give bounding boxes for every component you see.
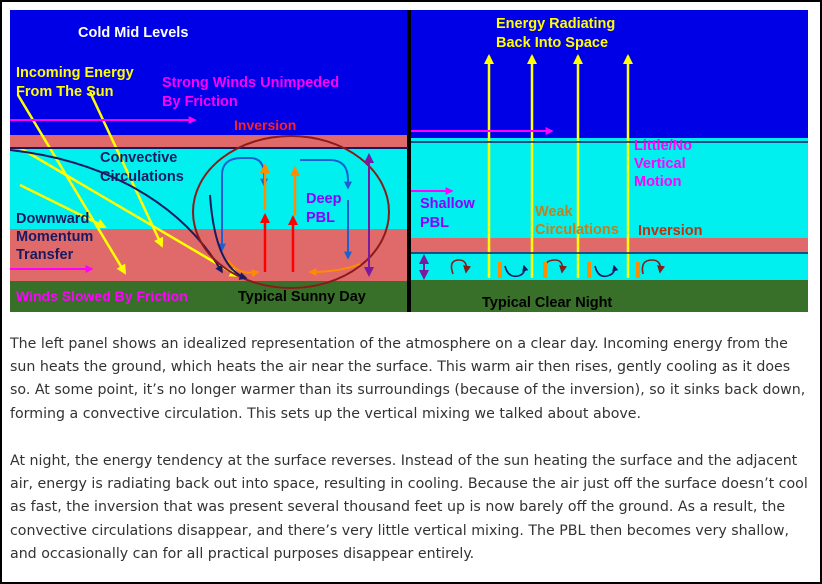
label-typical-sunny-day: Typical Sunny Day xyxy=(238,289,366,305)
label-inversion-right: Inversion xyxy=(638,223,703,239)
left-inversion-band xyxy=(10,135,408,147)
label-convective-1: Convective xyxy=(100,150,178,166)
surface-marker xyxy=(636,262,640,278)
label-incoming-energy-1: Incoming Energy xyxy=(16,65,134,81)
label-shallow-pbl-1: Shallow xyxy=(420,196,475,212)
atmosphere-diagram xyxy=(10,10,808,312)
label-little-no-1: Little/No xyxy=(634,138,692,154)
paragraph-text: At night, the energy tendency at the surface reverses. Instead of the sun heating the surface and the adjacent air, energy is radiating back out into space, resulting in cooling. Because the air just off the surface doesn’t cool as fast, the inversion that was present several thousand feet up is now barely off the ground. As a result, the convective circulations disappear, and there’s very little vertical mixing. The PBL then becomes very shallow, and occasionally can for all practical purposes disappear entirely. xyxy=(10,453,808,562)
label-downward-3: Transfer xyxy=(16,247,74,263)
label-deep-pbl-2: PBL xyxy=(306,210,335,226)
panel-divider xyxy=(407,10,411,312)
label-little-no-3: Motion xyxy=(634,174,682,190)
article-paragraph-2 xyxy=(10,450,810,566)
label-typical-clear-night: Typical Clear Night xyxy=(482,295,613,311)
label-energy-radiating-2: Back Into Space xyxy=(496,35,609,51)
label-cold-mid-levels: Cold Mid Levels xyxy=(78,25,189,41)
label-strong-winds-2: By Friction xyxy=(162,94,238,110)
surface-marker xyxy=(498,262,502,278)
label-downward-2: Momentum xyxy=(16,229,94,245)
label-deep-pbl-1: Deep xyxy=(306,191,342,207)
right-inversion-band xyxy=(411,238,808,252)
label-strong-winds-1: Strong Winds Unimpeded xyxy=(162,75,340,91)
label-little-no-2: Vertical xyxy=(634,156,686,172)
label-shallow-pbl-2: PBL xyxy=(420,215,449,231)
label-downward-1: Downward xyxy=(16,211,90,227)
article-paragraph-1 xyxy=(10,333,810,426)
label-weak-1: Weak xyxy=(535,204,573,220)
label-inversion-left: Inversion xyxy=(234,117,297,133)
label-incoming-energy-2: From The Sun xyxy=(16,84,114,100)
paragraph-text: The left panel shows an idealized representation of the atmosphere on a clear day. Incoming energy from the sun heats the ground, which heats the air near the surface. This warm air then rises, gently cooling as it does so. At some point, it’s no longer warmer than its surroundings (because of the inversion), so it sinks back down, forming a convective circulation. This sets up the vertical mixing we talked about above. xyxy=(10,336,806,422)
surface-marker xyxy=(543,262,547,278)
label-convective-2: Circulations xyxy=(100,169,184,185)
label-weak-2: Circulations xyxy=(535,222,619,238)
label-energy-radiating-1: Energy Radiating xyxy=(496,16,616,32)
surface-marker xyxy=(587,262,591,278)
label-winds-slowed: Winds Slowed By Friction xyxy=(16,288,188,304)
